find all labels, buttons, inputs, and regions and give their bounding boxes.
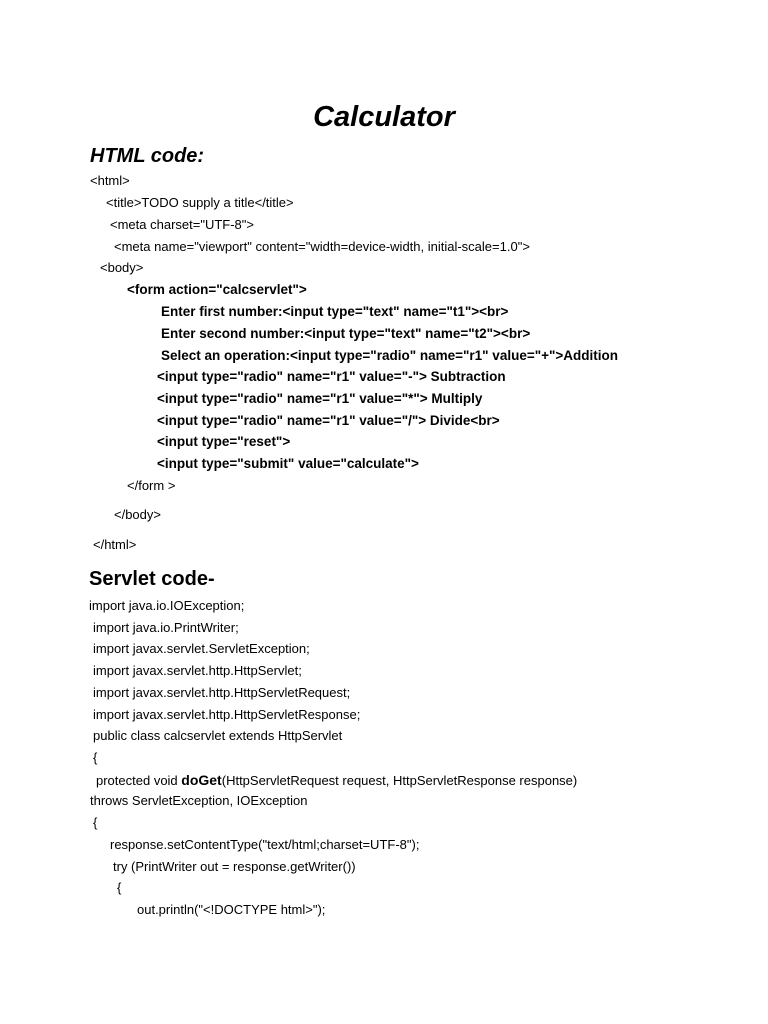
code-line: <meta name="viewport" content="width=device-width, initial-scale=1.0"> <box>114 239 530 254</box>
servlet-code-heading: Servlet code- <box>89 568 215 590</box>
code-line: <form action="calcservlet"> <box>127 282 307 297</box>
code-line: <html> <box>90 173 130 188</box>
doget-signature-line <box>96 771 577 790</box>
code-line: <meta charset="UTF-8"> <box>110 217 254 232</box>
code-line: import java.io.IOException; <box>89 598 245 613</box>
code-line: import javax.servlet.ServletException; <box>93 641 310 656</box>
code-line: { <box>93 750 98 765</box>
doget-parameters: (HttpServletRequest request, HttpServletResponse response) <box>221 773 578 788</box>
code-line: </body> <box>114 507 161 522</box>
code-line: import javax.servlet.http.HttpServletResponse; <box>93 707 361 722</box>
code-line: </html> <box>93 537 137 552</box>
html-code-heading: HTML code: <box>90 145 205 167</box>
code-line: { <box>117 880 122 895</box>
code-line: import javax.servlet.http.HttpServletRequest; <box>93 685 351 700</box>
code-line: Enter second number:<input type="text" name="t2"><br> <box>161 326 531 341</box>
code-line: <input type="reset"> <box>157 434 291 449</box>
code-line: out.println("<!DOCTYPE html>"); <box>137 902 326 917</box>
code-line: import javax.servlet.http.HttpServlet; <box>93 663 302 678</box>
code-line: import java.io.PrintWriter; <box>93 620 239 635</box>
document-title: Calculator <box>313 101 455 133</box>
code-line: <title>TODO supply a title</title> <box>106 195 294 210</box>
code-line: Enter first number:<input type="text" name="t1"><br> <box>161 304 509 319</box>
code-line: </form > <box>127 478 176 493</box>
code-line: <input type="submit" value="calculate"> <box>157 456 419 471</box>
doget-method-name: doGet <box>181 772 222 788</box>
code-line: <body> <box>100 260 144 275</box>
doget-prefix: protected void <box>96 773 182 788</box>
code-line: response.setContentType("text/html;charset=UTF-8"); <box>110 837 420 852</box>
code-line: <input type="radio" name="r1" value="/"> Divide<br> <box>157 413 500 428</box>
code-line: Select an operation:<input type="radio" name="r1" value="+">Addition <box>161 348 619 363</box>
code-line: throws ServletException, IOException <box>90 793 308 808</box>
code-line: public class calcservlet extends HttpServlet <box>93 728 343 743</box>
code-line: <input type="radio" name="r1" value="*"> Multiply <box>157 391 483 406</box>
code-line: { <box>93 815 98 830</box>
code-line: try (PrintWriter out = response.getWriter()) <box>113 859 356 874</box>
code-line: <input type="radio" name="r1" value="-"> Subtraction <box>157 369 506 384</box>
